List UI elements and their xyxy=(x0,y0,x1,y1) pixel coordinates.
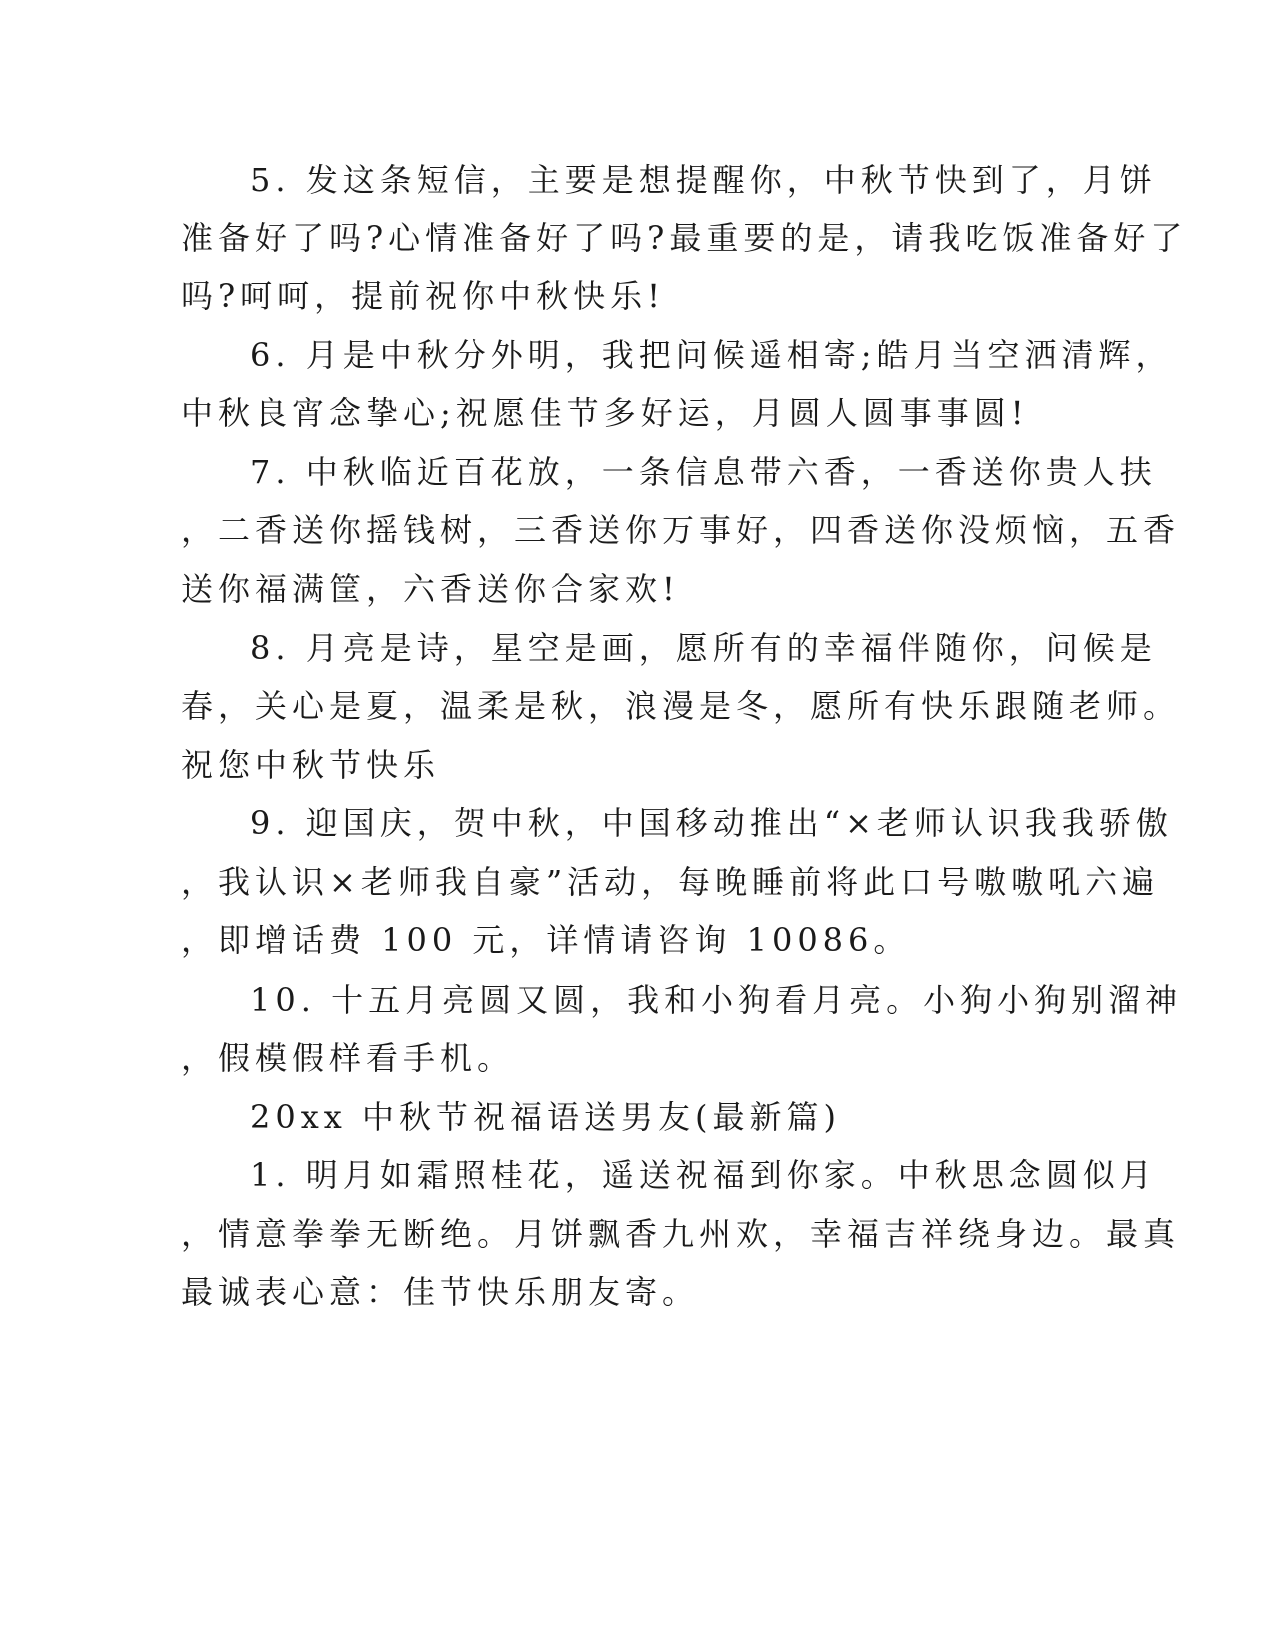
text-line-item9-1: 9. 迎国庆，贺中秋，中国移动推出“×老师认识我我骄傲 xyxy=(250,804,1173,842)
text-line-item10-1: 10. 十五月亮圆又圆，我和小狗看月亮。小狗小狗别溜神 xyxy=(250,981,1183,1019)
text-line-item6-2: 中秋良宵念挚心;祝愿佳节多好运，月圆人圆事事圆! xyxy=(181,394,1029,432)
text-line-item5-3: 吗?呵呵，提前祝你中秋快乐! xyxy=(181,277,666,315)
text-line-item8-2: 春，关心是夏，温柔是秋，浪漫是冬，愿所有快乐跟随老师。 xyxy=(181,687,1181,725)
text-line-bf1-3: 最诚表心意：佳节快乐朋友寄。 xyxy=(181,1273,700,1311)
text-line-item5-2: 准备好了吗?心情准备好了吗?最重要的是，请我吃饭准备好了 xyxy=(181,219,1188,257)
section-heading: 20xx 中秋节祝福语送男友(最新篇) xyxy=(250,1098,841,1136)
text-line-item7-3: 送你福满筐，六香送你合家欢! xyxy=(181,570,680,608)
text-line-item9-3: ，即增话费 100 元，详情请咨询 10086。 xyxy=(181,921,911,959)
text-line-bf1-2: ，情意拳拳无断绝。月饼飘香九州欢，幸福吉祥绕身边。最真 xyxy=(181,1215,1181,1253)
text-line-item7-1: 7. 中秋临近百花放，一条信息带六香，一香送你贵人扶 xyxy=(250,453,1157,491)
text-line-item5-1: 5. 发这条短信，主要是想提醒你，中秋节快到了，月饼 xyxy=(250,161,1157,199)
text-line-bf1-1: 1. 明月如霜照桂花，遥送祝福到你家。中秋思念圆似月 xyxy=(250,1156,1157,1194)
text-line-item9-2: ，我认识×老师我自豪”活动，每晚睡前将此口号嗷嗷吼六遍 xyxy=(181,863,1160,901)
text-line-item8-3: 祝您中秋节快乐 xyxy=(181,746,441,784)
text-line-item7-2: ，二香送你摇钱树，三香送你万事好，四香送你没烦恼，五香 xyxy=(181,511,1181,549)
text-line-item8-1: 8. 月亮是诗，星空是画，愿所有的幸福伴随你，问候是 xyxy=(250,629,1157,667)
text-line-item6-1: 6. 月是中秋分外明，我把问候遥相寄;皓月当空洒清辉， xyxy=(250,336,1173,374)
text-line-item10-2: ，假模假样看手机。 xyxy=(181,1039,515,1077)
